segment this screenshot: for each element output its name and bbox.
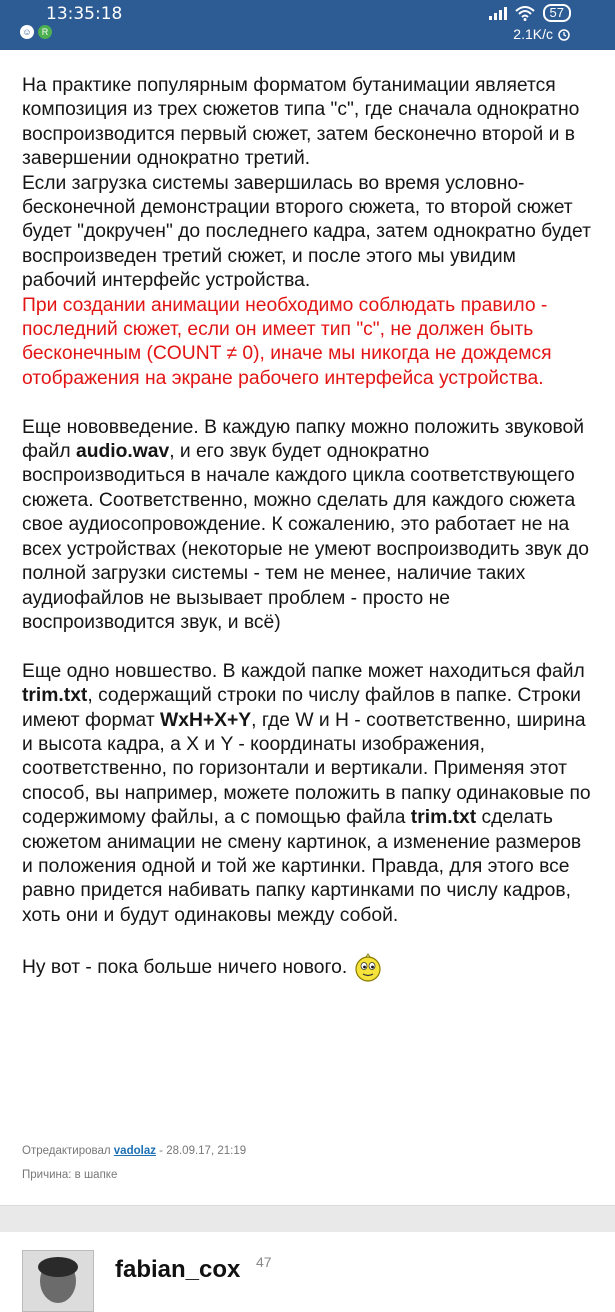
wifi-icon: [515, 6, 535, 21]
edit-reason: Причина: в шапке: [22, 1169, 118, 1181]
battery-icon: 57: [543, 4, 571, 22]
post-warning-text: При создании анимации необходимо соблюдать правило - последний сюжет, если он имеет тип "с", не должен быть бесконечным (COUNT ≠ 0), иначе мы никогда не дождемся отображения на экране рабочего интерфейса устройства.: [22, 294, 552, 389]
post-bold-text: trim.txt: [22, 685, 88, 707]
app-notification-icon: R: [38, 25, 52, 39]
post-text: Еще нововведение. В каждую папку можно положить звуковой файл: [22, 416, 584, 463]
post-text: , и его звук будет однократно воспроизводиться в начале каждого цикла соответствующего сюжета. Соответственно, можно сделать для каждого сюжета свое аудиосопровождение. К сожалению, это работает не на всех устройствах (некоторые не умеют воспроизводить звук до полной загрузки системы - тем не менее, наличие таких аудиофайлов не вызывает проблем - просто не воспроизводится звук, и всё): [22, 441, 589, 633]
user-photo-icon: [23, 1251, 93, 1311]
post-bold-text: WxH+X+Y: [160, 709, 252, 731]
post-text: сделать сюжетом анимации не смену картинок, а изменение размеров и положения одной и той же картинки. Правда, для этого все равно придется набивать папку картинками по числу кадров, хоть они и будут одинаковы между собой.: [22, 807, 582, 926]
status-bar: [0, 0, 615, 50]
post-text: , где W и H - соответственно, ширина и высота кадра, а X и Y - координаты изображения, соответственно, по горизонтали и вертикали. Применяя этот способ, вы например, можете положить в папку одинаковые по содержимому файлы, а с помощью файла: [22, 709, 591, 829]
network-speed: [513, 26, 571, 42]
status-time: 13:35:18: [46, 4, 123, 24]
post-paragraph: [22, 660, 592, 928]
post-paragraph: [22, 953, 592, 983]
edited-label: Отредактировал: [22, 1145, 114, 1157]
author-name[interactable]: fabian_cox: [115, 1256, 241, 1283]
post-text: Еще одно новшество. В каждой папке может находиться файл: [22, 660, 585, 682]
post-text: Ну вот - пока больше ничего нового.: [22, 956, 353, 978]
notification-icons: [20, 25, 52, 39]
post-text: На практике популярным форматом бутанимации является композиция из трех сюжетов типа "с", где сначала однократно воспроизводится первый сюжет, затем бесконечно второй и в завершении однократно третий.: [22, 75, 580, 170]
edited-date: - 28.09.17, 21:19: [155, 1145, 247, 1157]
post-text: , содержащий строки по числу файлов в папке. Строки имеют формат: [22, 685, 581, 731]
avatar[interactable]: [22, 1250, 94, 1312]
next-post-header: [0, 1232, 615, 1283]
post-paragraph: [22, 74, 592, 391]
smiley-icon: [353, 953, 383, 983]
post-paragraph: [22, 416, 592, 636]
editor-link[interactable]: vadolaz: [113, 1145, 156, 1157]
alarm-icon: [557, 27, 571, 41]
post-bold-text: audio.wav: [75, 441, 170, 463]
reputation-count[interactable]: 47: [256, 1254, 272, 1270]
post-text: Если загрузка системы завершилась во время условно-бесконечной демонстрации второго сюжета, то второй сюжет будет "докручен" до последнего кадра, затем однократно будет воспроизведен третий сюжет, и после этого мы увидим рабочий интерфейс устройства.: [22, 172, 591, 292]
post-body: [22, 74, 592, 983]
network-speed-text: 2.1K/с: [513, 26, 553, 42]
post-divider: [0, 1205, 615, 1233]
post-bold-text: trim.txt: [410, 807, 477, 829]
edited-info: [22, 1145, 246, 1157]
app-notification-icon: ☺: [20, 25, 34, 39]
signal-icon: [489, 6, 507, 20]
